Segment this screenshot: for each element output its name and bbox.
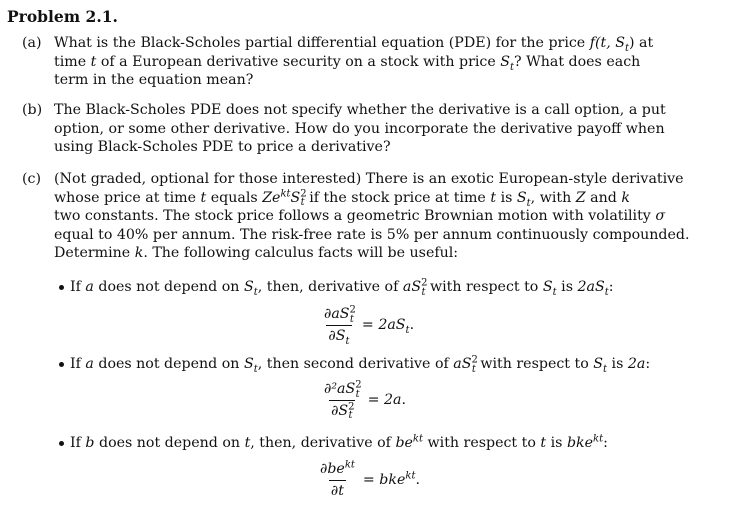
bullet-dot (59, 285, 64, 290)
part-c-text (54, 170, 694, 263)
bullet-1: If a does not depend on $S_t$, then, derivative of $aS^2_t$ with respect to $S_t$ is $2aS_t$: (70, 278, 614, 297)
bullet-dot (59, 441, 64, 446)
part-b-line-2: option, or some other derivative. How do you incorporate the derivative payoff when (54, 120, 665, 137)
part-a-line-3: term in the equation mean? (54, 72, 254, 89)
equation-1-fraction: $\frac{\partial aS^2_t}{\partial S_t}$ (324, 304, 356, 347)
equation-3-fraction: $\frac{\partial be^{kt}}{\partial t}$ (320, 459, 355, 499)
bullet-3: If b does not depend on t, then, derivative of $be^{kt}$ with respect to t is bke$^{kt}$: (70, 434, 608, 453)
equation-1: $\frac{\partial aS^2_t}{\partial S_t}$ = $2aS_t$. (324, 304, 415, 347)
part-b-line-3: using Black-Scholes PDE to price a derivative? (54, 139, 391, 156)
part-c-line-4: equal to 40% per annum. The risk-free rate is 5% per annum continuously compounded. (54, 226, 690, 243)
equation-2-fraction: $\frac{\partial^2aS^2_t}{\partial S^2_t}$ (324, 379, 362, 422)
part-a-text (54, 34, 694, 90)
part-a-label: (a) (22, 35, 42, 51)
part-c-line-1: (Not graded, optional for those interested) There is an exotic European-style derivative (54, 171, 684, 187)
part-b-label: (b) (22, 102, 43, 118)
part-a-line-1: What is the Black-Scholes partial differential equation (PDE) for the price f(t, $S_t$) at (54, 35, 654, 54)
equation-3: $\frac{\partial be^{kt}}{\partial t}$ = bke$^{kt}$. (320, 459, 420, 499)
part-a-line-2: time t of a European derivative security on a stock with price $S_t$? What does each (54, 53, 641, 73)
problem-title: Problem 2.1. (7, 7, 118, 26)
part-b-line-1: The Black-Scholes PDE does not specify whether the derivative is a call option, a put (54, 102, 666, 118)
bullet-2: If a does not depend on $S_t$, then second derivative of $aS^2_t$ with respect to $S_t$ is 2a: (70, 355, 650, 374)
part-c-line-2: whose price at time t equals $Ze^{kt}S^2_t$ if the stock price at time t is $S_t$, with Z and k (54, 187, 630, 209)
part-b-text (54, 101, 694, 157)
part-c-label: (c) (22, 171, 42, 187)
equation-2: $\frac{\partial^2aS^2_t}{\partial S^2_t}$ = 2a. (324, 379, 407, 422)
bullet-dot (59, 362, 64, 367)
part-c-line-5: Determine k. The following calculus facts will be useful: (54, 245, 459, 262)
part-c-line-3: two constants. The stock price follows a geometric Brownian motion with volatility σ (54, 208, 666, 225)
